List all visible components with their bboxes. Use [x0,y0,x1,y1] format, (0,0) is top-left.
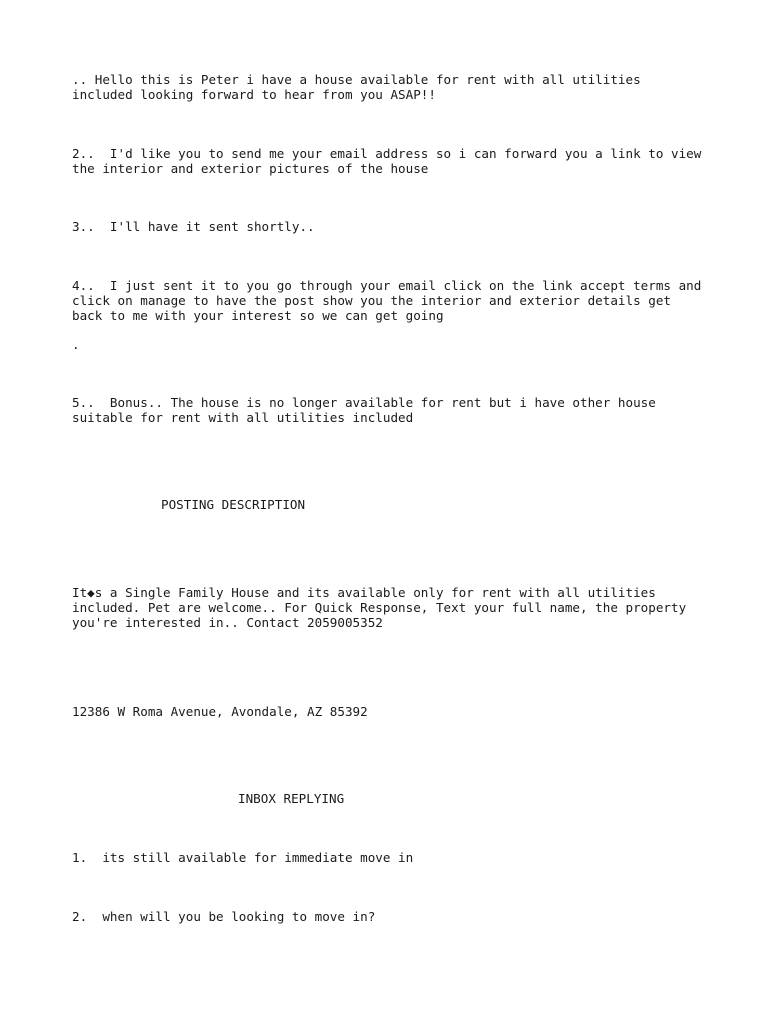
message-intro: .. Hello this is Peter i have a house available for rent with all utilities included looking forward to hear from you ASAP!! [72,72,641,102]
posting-description-body: It◆s a Single Family House and its available only for rent with all utilities included. Pet are welcome.. For Quick Response, Text your full name, the property you're interested in.. Contact 2059005352 [72,585,687,630]
message-2: 2.. I'd like you to send me your email address so i can forward you a link to view the interior and exterior pictures of the house [72,146,702,176]
message-4: 4.. I just sent it to you go through your email click on the link accept terms and click on manage to have the post show you the interior and exterior details get back to me with your interest so we can get going [72,278,702,323]
property-address: 12386 W Roma Avenue, Avondale, AZ 85392 [72,704,368,719]
inbox-replying-heading: INBOX REPLYING [238,791,345,806]
inbox-reply-2: 2. when will you be looking to move in? [72,909,376,924]
message-3: 3.. I'll have it sent shortly.. [72,219,315,234]
message-5: 5.. Bonus.. The house is no longer available for rent but i have other house suitable for rent with all utilities included [72,395,656,425]
separator-dot: . [72,337,80,352]
posting-description-heading: POSTING DESCRIPTION [161,497,306,512]
inbox-reply-1: 1. its still available for immediate move in [72,850,414,865]
